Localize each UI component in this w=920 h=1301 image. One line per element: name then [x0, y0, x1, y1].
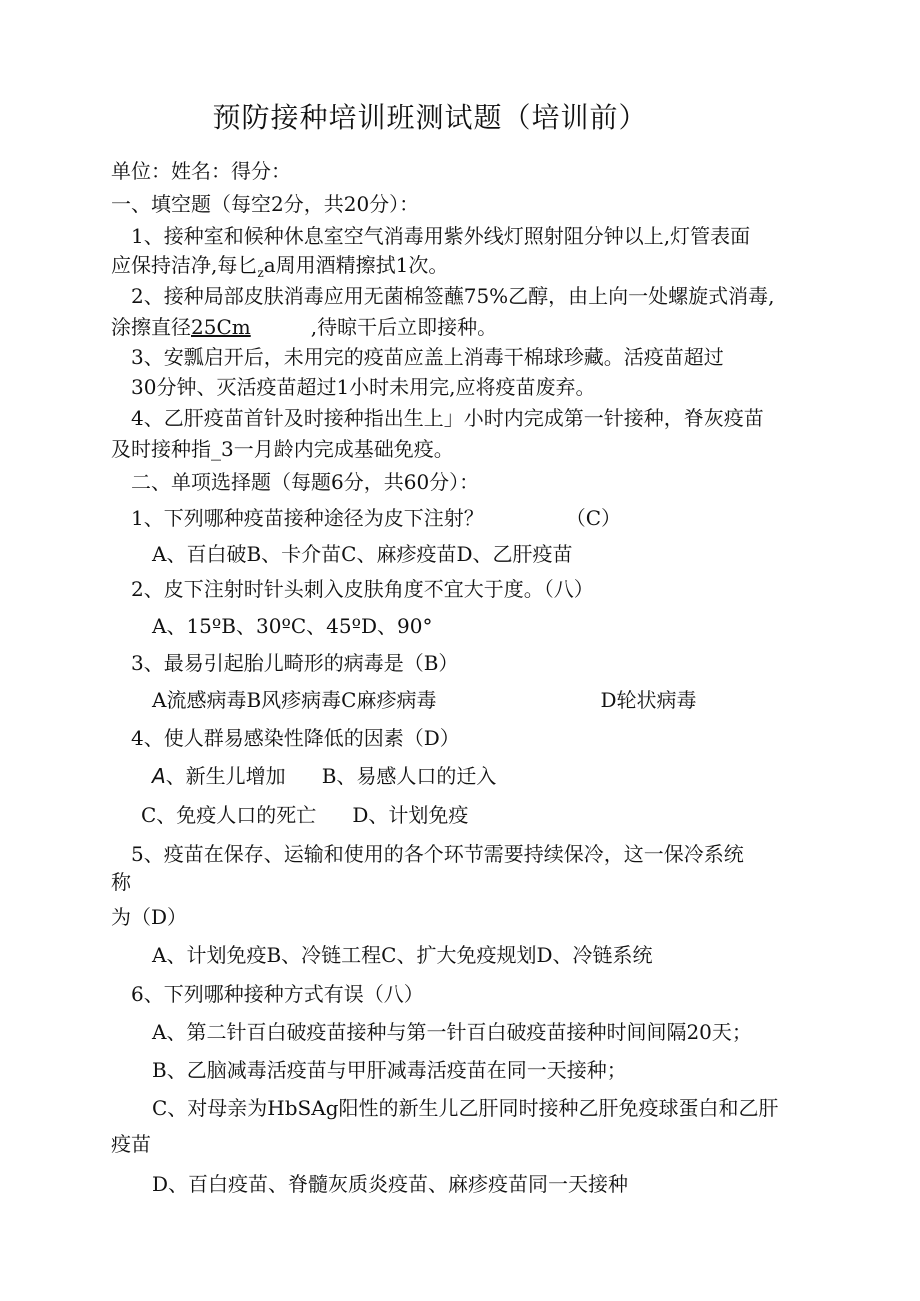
fill-question-3-line1: 3、安瓢启开后，未用完的疫苗应盖上消毒干棉球珍藏。活疫苗超过	[131, 345, 724, 369]
choice-question-2-options: A、15ºB、30ºC、45ºD、90°	[152, 614, 433, 638]
choice-question-4-option-d: D、计划免疫	[352, 803, 469, 827]
choice-question-1-stem-text: 1、下列哪种疫苗接种途径为皮下注射？	[131, 506, 484, 530]
choice-question-3-options-a: A流感病毒B风疹病毒C麻疹病毒	[152, 688, 437, 712]
fill-question-1-line2-part-a: 应保持洁净,每匕	[111, 253, 258, 277]
choice-question-4-option-a-letter: A	[152, 764, 166, 788]
fill-question-4-line1: 4、乙肝疫苗首针及时接种指出生上」小时内完成第一针接种，脊灰疫苗	[131, 406, 764, 430]
section2-heading: 二、单项选择题（每题6分，共60分）：	[131, 470, 480, 494]
choice-question-4-option-c: C、免疫人口的死亡	[141, 803, 317, 827]
fill-question-1-line1: 1、接种室和候种休息室空气消毒用紫外线灯照射阻分钟以上,灯管表面	[131, 224, 751, 248]
choice-question-1-options: A、百白破B、卡介苗C、麻疹疫苗D、乙肝疫苗	[152, 542, 573, 566]
header-info-line: 单位：姓名：得分：	[111, 159, 291, 183]
choice-question-4-stem: 4、使人群易感染性降低的因素（D）	[131, 726, 460, 750]
choice-question-6-option-c-line1: C、对母亲为HbSAg阳性的新生儿乙肝同时接种乙肝免疫球蛋白和乙肝	[152, 1096, 779, 1120]
fill-question-1-line2-part-b: a周用酒精擦拭1次。	[263, 253, 449, 277]
choice-question-5-options: A、计划免疫B、冷链工程C、扩大免疫规划D、冷链系统	[152, 943, 653, 967]
choice-question-4-options-ab	[152, 761, 496, 791]
choice-question-6-option-a: A、第二针百白破疫苗接种与第一针百白破疫苗接种时间间隔20天；	[152, 1020, 752, 1044]
choice-question-3-stem: 3、最易引起胎儿畸形的病毒是（B）	[131, 651, 459, 675]
choice-question-5-line1: 5、疫苗在保存、运输和使用的各个环节需要持续保冷，这一保冷系统	[131, 842, 744, 866]
choice-question-1-answer: （C）	[565, 506, 622, 530]
fill-question-4-line2: 及时接种指_3一月龄内完成基础免疫。	[111, 437, 454, 461]
choice-question-1-stem	[131, 503, 621, 533]
fill-question-1-subscript: z	[257, 266, 264, 280]
fill-question-2-answer-blank: 25Cm	[191, 315, 251, 339]
fill-question-2-line2	[111, 312, 497, 342]
choice-question-3-options-b: D轮状病毒	[600, 688, 697, 712]
fill-question-2-line1: 2、接种局部皮肤消毒应用无菌棉签蘸75%乙醇，由上向一处螺旋式消毒,	[131, 284, 775, 308]
choice-question-5-line2: 称	[111, 870, 131, 894]
choice-question-4-option-b: B、易感人口的迁入	[321, 764, 497, 788]
choice-question-6-option-b: B、乙脑减毒活疫苗与甲肝减毒活疫苗在同一天接种；	[152, 1058, 627, 1082]
fill-question-2-line2-part-a: 涂擦直径	[111, 315, 191, 339]
choice-question-6-option-d: D、百白疫苗、脊髓灰质炎疫苗、麻疹疫苗同一天接种	[152, 1172, 629, 1196]
choice-question-4-options-cd	[141, 800, 468, 830]
choice-question-2-stem: 2、皮下注射时针头刺入皮肤角度不宜大于度。（八）	[131, 577, 594, 601]
choice-question-4-option-a: 、新生儿增加	[165, 764, 286, 788]
choice-question-6-option-c-line2: 疫苗	[111, 1132, 151, 1156]
page-title: 预防接种培训班测试题（培训前）	[212, 101, 648, 134]
choice-question-5-line3: 为（D）	[111, 905, 188, 929]
section1-heading: 一、填空题（每空2分，共20分）：	[111, 192, 420, 216]
fill-question-3-line2: 30分钟、灭活疫苗超过1小时未用完,应将疫苗废弃。	[131, 375, 596, 399]
choice-question-6-stem: 6、下列哪种接种方式有误（八）	[131, 982, 424, 1006]
choice-question-3-options	[152, 685, 697, 715]
fill-question-2-line2-part-b: ,待晾干后立即接种。	[310, 315, 498, 339]
